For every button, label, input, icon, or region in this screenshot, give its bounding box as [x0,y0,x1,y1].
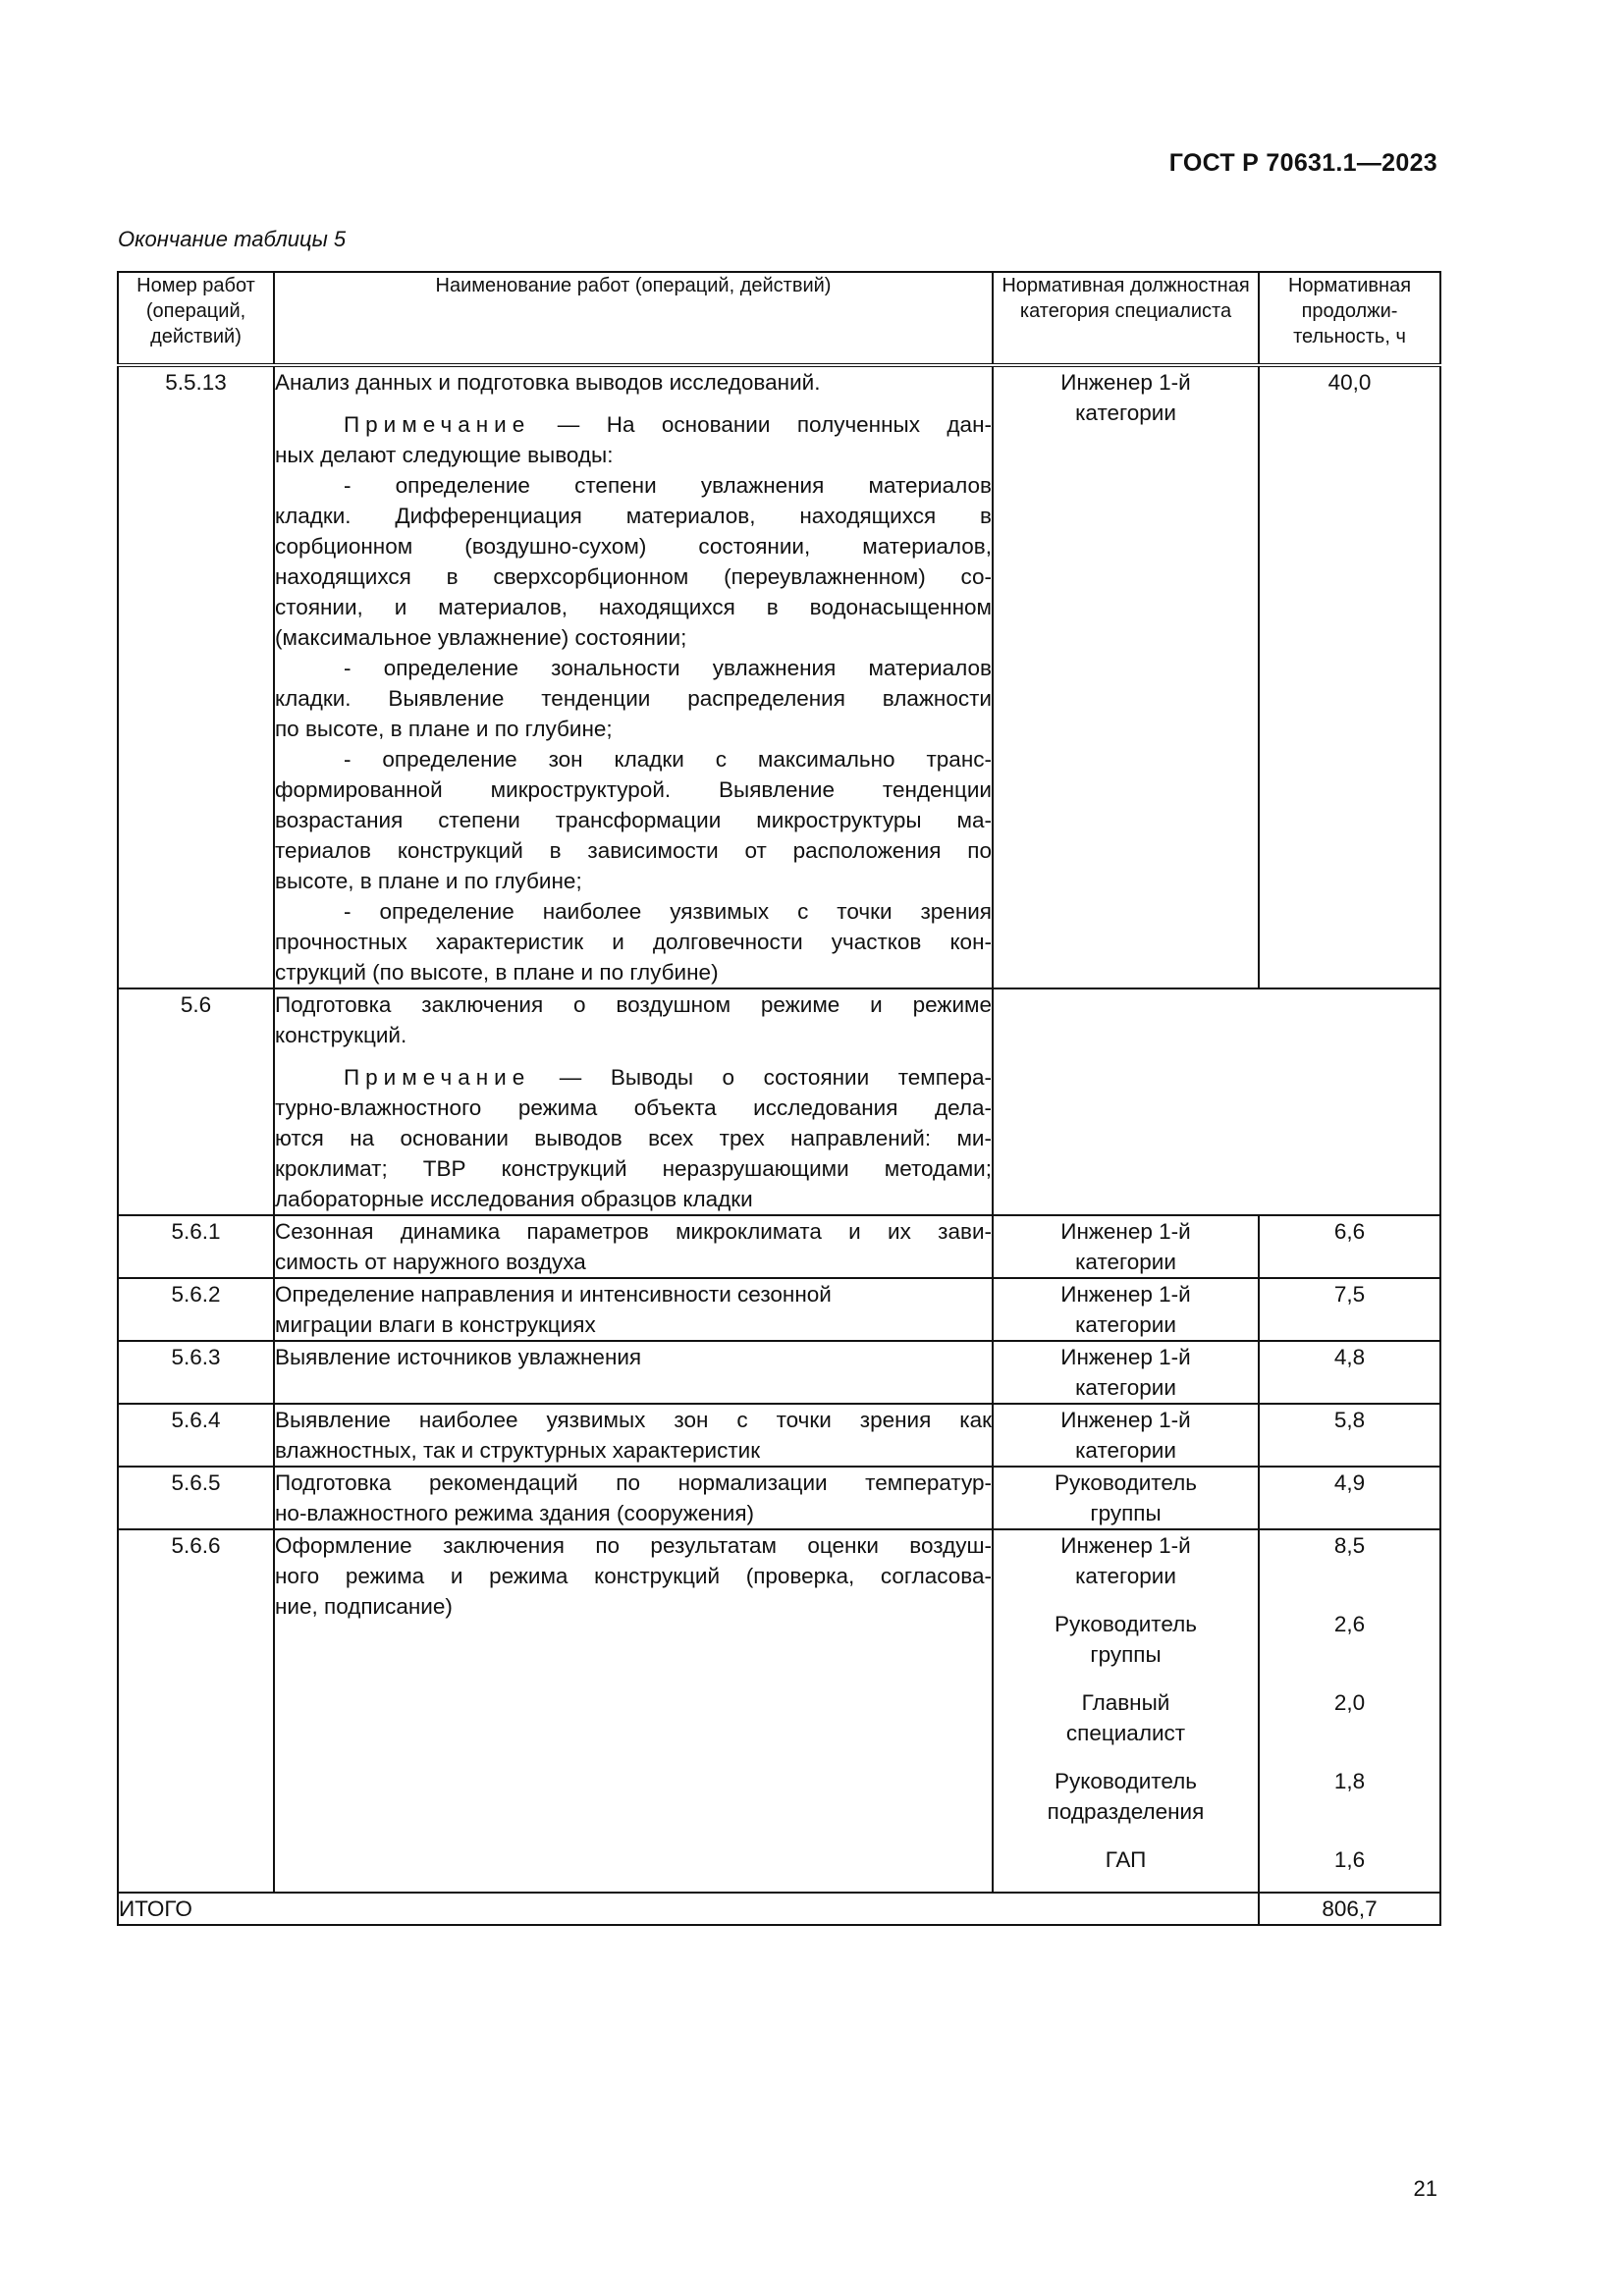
row-name: Выявление наиболее уязвимых зон с точки зрения как влажностных, так и структурных характеристик [274,1404,993,1467]
row-category: Инженер 1-й категории [993,1341,1259,1404]
row-number: 5.6.6 [118,1529,274,1893]
table-row [118,1404,1440,1467]
note-line: кладки. Выявление тенденции распределения влажности [275,686,992,711]
row-duration: 7,5 [1259,1278,1440,1341]
row-name: Определение направления и интенсивности сезонной миграции влаги в конструкциях [274,1278,993,1341]
note-label: Примечание [344,1065,531,1090]
row-name [274,988,993,1215]
table-row [118,1529,1440,1893]
total-label: ИТОГО [118,1893,1259,1925]
note-line: формированной микроструктурой. Выявление тенденции [275,777,992,802]
row-name [274,365,993,988]
row-number: 5.6.5 [118,1467,274,1529]
row-number: 5.6.1 [118,1215,274,1278]
assignment-category: ГАП [1105,1847,1147,1872]
page-number: 21 [1413,2176,1437,2201]
col-header-category: Нормативная должностная категория специалиста [993,272,1259,365]
note-line: Примечание — Выводы о состоянии темпера- [344,1065,992,1090]
row-duration: 4,9 [1259,1467,1440,1529]
row-category: Руководитель группы [993,1467,1259,1529]
document-code: ГОСТ Р 70631.1—2023 [1168,149,1437,177]
row-empty-cell [993,988,1440,1215]
note-line: кроклимат; ТВР конструкций неразрушающими методами; [275,1156,992,1181]
row-duration-stack [1259,1529,1440,1893]
row-duration: 40,0 [1259,365,1440,988]
table-row [118,1215,1440,1278]
assignment-category: Главный специалист [1065,1690,1186,1745]
assignment-duration: 1,6 [1333,1847,1366,1872]
table-row [118,365,1440,988]
table-row [118,988,1440,1215]
note-line: ных делают следующие выводы: [275,443,614,467]
row-name: Подготовка рекомендаций по нормализации температур- но-влажностного режима здания (сооружения) [274,1467,993,1529]
note-line: (максимальное увлажнение) состоянии; [275,625,687,650]
note-line: - определение степени увлажнения материалов [344,473,992,498]
row-category: Инженер 1-й категории [993,1278,1259,1341]
assignment-duration: 1,8 [1333,1769,1366,1793]
note-line: высоте, в плане и по глубине; [275,869,582,893]
row-title-line: Подготовка заключения о воздушном режиме и режиме [275,992,992,1017]
note-line: по высоте, в плане и по глубине; [275,717,613,741]
row-number: 5.6.2 [118,1278,274,1341]
row-title-line: конструкций. [275,1023,407,1047]
note-line: Примечание — На основании полученных дан- [344,412,992,437]
row-category: Инженер 1-й категории [993,365,1259,988]
note-line: струкций (по высоте, в плане и по глубине) [275,960,719,985]
assignment-category: Руководитель группы [1055,1612,1197,1667]
note-line: сорбционном (воздушно-сухом) состоянии, материалов, [275,534,992,559]
table-row [118,1341,1440,1404]
row-number: 5.6.3 [118,1341,274,1404]
note-line: - определение наиболее уязвимых с точки зрения [344,899,992,924]
table-header-row [118,272,1440,365]
note-line: прочностных характеристик и долговечности участков кон- [275,930,992,954]
assignment-duration: 2,6 [1333,1612,1366,1636]
row-name: Выявление источников увлажнения [274,1341,993,1404]
row-name: Сезонная динамика параметров микроклимата и их зави- симость от наружного воздуха [274,1215,993,1278]
row-title: Анализ данных и подготовка выводов исследований. [275,370,821,395]
table-row [118,1278,1440,1341]
row-category: Инженер 1-й категории [993,1215,1259,1278]
assignment-duration: 8,5 [1333,1533,1366,1558]
works-table [117,271,1441,1926]
total-value: 806,7 [1259,1893,1440,1925]
assignment-category: Руководитель подразделения [1047,1769,1205,1824]
row-category-stack [993,1529,1259,1893]
note-line: ются на основании выводов всех трех направлений: ми- [275,1126,992,1150]
row-duration: 5,8 [1259,1404,1440,1467]
total-row [118,1893,1440,1925]
row-name: Оформление заключения по результатам оценки воздуш- ного режима и режима конструкций (проверка, согласова- ние, подписание) [274,1529,993,1893]
row-duration: 4,8 [1259,1341,1440,1404]
note-line: стоянии, и материалов, находящихся в водонасыщенном [275,595,992,619]
note-line: - определение зональности увлажнения материалов [344,656,992,680]
note-line: возрастания степени трансформации микроструктуры ма- [275,808,992,832]
assignment-category: Инженер 1-й категории [1060,1533,1191,1588]
row-duration: 6,6 [1259,1215,1440,1278]
assignment-duration: 2,0 [1333,1690,1366,1715]
note-line: лабораторные исследования образцов кладки [275,1187,753,1211]
row-number: 5.5.13 [118,365,274,988]
note-line: кладки. Дифференциация материалов, находящихся в [275,504,992,528]
col-header-duration: Нормативная продолжи-тельность, ч [1259,272,1440,365]
note-line: турно-влажностного режима объекта исследования дела- [275,1095,992,1120]
table-row [118,1467,1440,1529]
row-category: Инженер 1-й категории [993,1404,1259,1467]
row-number: 5.6 [118,988,274,1215]
row-number: 5.6.4 [118,1404,274,1467]
note-label: Примечание [344,412,531,437]
table-caption: Окончание таблицы 5 [118,227,347,251]
col-header-name: Наименование работ (операций, действий) [274,272,993,365]
note-line: териалов конструкций в зависимости от расположения по [275,838,992,863]
note-line: находящихся в сверхсорбционном (переувлажненном) со- [275,564,992,589]
note-line: - определение зон кладки с максимально транс- [344,747,992,772]
col-header-number: Номер работ (операций, действий) [118,272,274,365]
